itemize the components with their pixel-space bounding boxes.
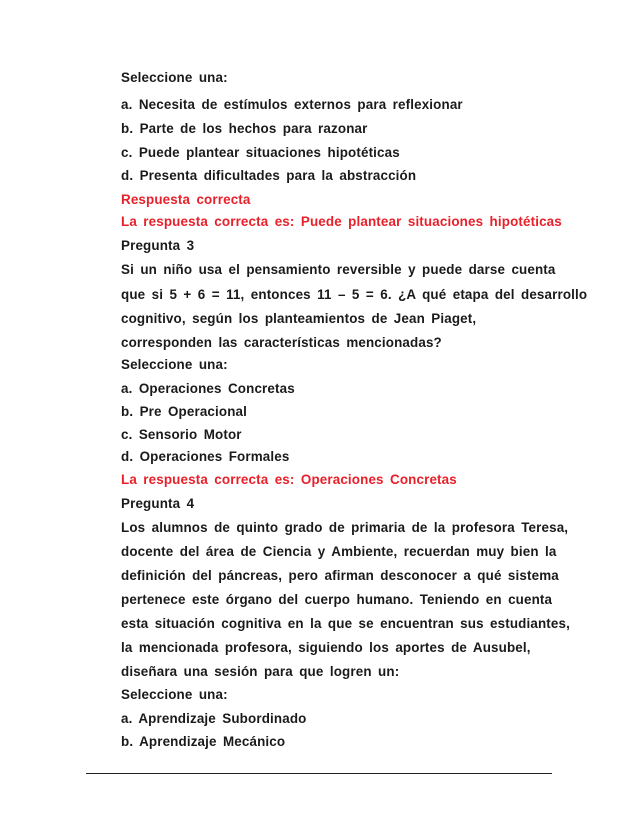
q3-text-line-4: corresponden las características mencionadas? xyxy=(121,335,442,350)
q2-prompt: Seleccione una: xyxy=(121,70,228,85)
q3-prompt: Seleccione una: xyxy=(121,357,228,372)
q4-text-line-1: Los alumnos de quinto grado de primaria de la profesora Teresa, xyxy=(121,520,569,535)
q4-text-line-7: diseñara una sesión para que logren un: xyxy=(121,664,400,679)
q2-option-d: d. Presenta dificultades para la abstracción xyxy=(121,168,417,183)
q3-option-b: b. Pre Operacional xyxy=(121,404,248,419)
q4-option-a: a. Aprendizaje Subordinado xyxy=(121,711,307,726)
q3-option-d: d. Operaciones Formales xyxy=(121,449,290,464)
q4-text-line-4: pertenece este órgano del cuerpo humano. Teniendo en cuenta xyxy=(121,592,553,607)
q3-correct-answer: La respuesta correcta es: Operaciones Concretas xyxy=(121,472,457,487)
q4-title: Pregunta 4 xyxy=(121,496,195,511)
q2-feedback: Respuesta correcta xyxy=(121,192,251,207)
q3-text-line-3: cognitivo, según los planteamientos de Jean Piaget, xyxy=(121,311,477,326)
footer-divider xyxy=(86,773,552,774)
q4-option-b: b. Aprendizaje Mecánico xyxy=(121,734,286,749)
q3-title: Pregunta 3 xyxy=(121,238,195,253)
q3-option-a: a. Operaciones Concretas xyxy=(121,381,295,396)
q2-correct-answer: La respuesta correcta es: Puede plantear situaciones hipotéticas xyxy=(121,214,562,229)
q3-text-line-2: que si 5 + 6 = 11, entonces 11 – 5 = 6. ¿A qué etapa del desarrollo xyxy=(121,287,588,302)
q2-option-a: a. Necesita de estímulos externos para reflexionar xyxy=(121,97,463,112)
q4-text-line-6: la mencionada profesora, siguiendo los aportes de Ausubel, xyxy=(121,640,531,655)
q4-prompt: Seleccione una: xyxy=(121,687,228,702)
q3-text-line-1: Si un niño usa el pensamiento reversible y puede darse cuenta xyxy=(121,262,556,277)
q4-text-line-3: definición del páncreas, pero afirman desconocer a qué sistema xyxy=(121,568,559,583)
q4-text-line-2: docente del área de Ciencia y Ambiente, recuerdan muy bien la xyxy=(121,544,557,559)
q2-option-c: c. Puede plantear situaciones hipotéticas xyxy=(121,145,400,160)
q3-option-c: c. Sensorio Motor xyxy=(121,427,242,442)
q4-text-line-5: esta situación cognitiva en la que se encuentran sus estudiantes, xyxy=(121,616,570,631)
q2-option-b: b. Parte de los hechos para razonar xyxy=(121,121,368,136)
